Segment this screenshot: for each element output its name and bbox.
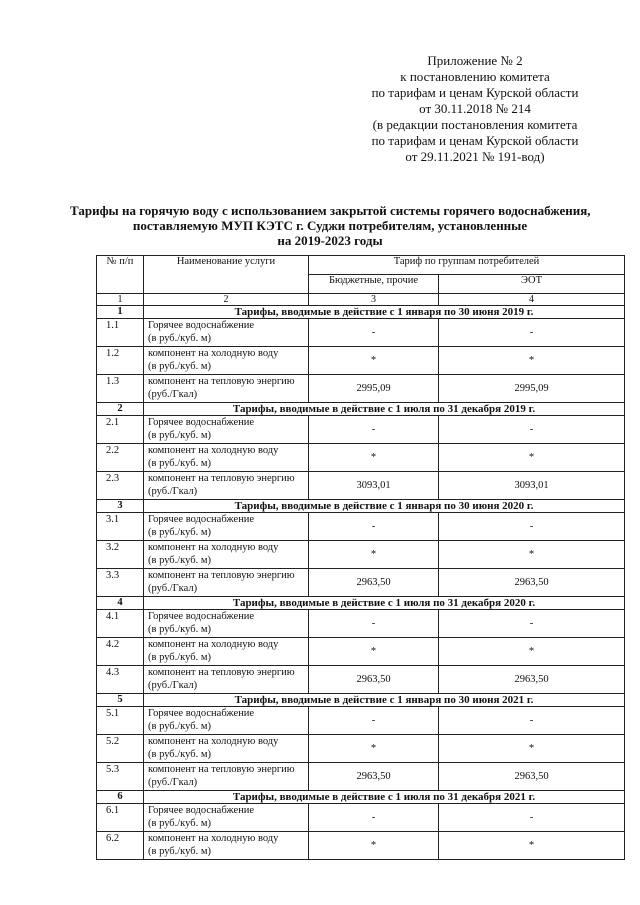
eot-value: 2995,09	[439, 375, 625, 403]
service-name	[144, 416, 309, 444]
table-row	[97, 416, 625, 444]
service-name	[144, 610, 309, 638]
budget-value: *	[309, 735, 439, 763]
service-unit-line: (в руб./куб. м)	[148, 458, 211, 469]
budget-value: 3093,01	[309, 472, 439, 500]
header-service: Наименование услуги	[144, 256, 309, 294]
budget-value: -	[309, 513, 439, 541]
appendix-line: от 30.11.2018 № 214	[419, 101, 531, 116]
period-title: Тарифы, вводимые в действие с 1 июля по 31 декабря 2021 г.	[144, 791, 625, 804]
service-name	[144, 375, 309, 403]
budget-value: -	[309, 416, 439, 444]
item-number: 2.2	[97, 444, 144, 472]
budget-value: 2963,50	[309, 666, 439, 694]
period-row	[97, 694, 625, 707]
appendix-line: (в редакции постановления комитета	[372, 117, 578, 132]
item-number: 4.1	[97, 610, 144, 638]
budget-value: *	[309, 638, 439, 666]
service-unit-line: (в руб./куб. м)	[148, 721, 211, 732]
service-name-line: компонент на холодную воду	[148, 445, 279, 456]
budget-value: *	[309, 541, 439, 569]
eot-value: 2963,50	[439, 569, 625, 597]
period-number: 1	[97, 306, 144, 319]
header-num: № п/п	[97, 256, 144, 294]
period-title: Тарифы, вводимые в действие с 1 июля по 31 декабря 2020 г.	[144, 597, 625, 610]
table-row	[97, 569, 625, 597]
budget-value: -	[309, 610, 439, 638]
eot-value: *	[439, 444, 625, 472]
service-name	[144, 513, 309, 541]
period-number: 2	[97, 403, 144, 416]
eot-value: -	[439, 707, 625, 735]
budget-value: *	[309, 347, 439, 375]
table-row	[97, 610, 625, 638]
table-row	[97, 763, 625, 791]
service-name	[144, 735, 309, 763]
service-unit-line: (в руб./куб. м)	[148, 749, 211, 760]
period-row	[97, 500, 625, 513]
eot-value: *	[439, 347, 625, 375]
service-name-line: компонент на тепловую энергию	[148, 570, 295, 581]
eot-value: *	[439, 735, 625, 763]
appendix-line: по тарифам и ценам Курской области	[371, 133, 579, 148]
service-unit-line: (руб./Гкал)	[148, 583, 198, 594]
item-number: 6.1	[97, 804, 144, 832]
table-row	[97, 472, 625, 500]
table-row	[97, 347, 625, 375]
title-line: поставляемую МУП КЭТС г. Суджи потребителям, установленные	[132, 218, 528, 233]
item-number: 1.3	[97, 375, 144, 403]
eot-value: 3093,01	[439, 472, 625, 500]
item-number: 2.1	[97, 416, 144, 444]
table-row	[97, 666, 625, 694]
eot-value: -	[439, 416, 625, 444]
appendix-line: от 29.11.2021 № 191-вод)	[405, 149, 545, 164]
eot-value: -	[439, 319, 625, 347]
service-name-line: Горячее водоснабжение	[148, 805, 255, 816]
item-number: 3.3	[97, 569, 144, 597]
item-number: 1.1	[97, 319, 144, 347]
service-name	[144, 444, 309, 472]
period-row	[97, 306, 625, 319]
document-title	[70, 203, 590, 248]
service-unit-line: (в руб./куб. м)	[148, 624, 211, 635]
budget-value: *	[309, 444, 439, 472]
service-name	[144, 707, 309, 735]
table-row	[97, 541, 625, 569]
item-number: 5.3	[97, 763, 144, 791]
service-name	[144, 472, 309, 500]
table-row	[97, 638, 625, 666]
budget-value: -	[309, 319, 439, 347]
period-number: 3	[97, 500, 144, 513]
title-line: на 2019-2023 годы	[277, 233, 383, 248]
budget-value: -	[309, 707, 439, 735]
item-number: 3.2	[97, 541, 144, 569]
service-unit-line: (в руб./куб. м)	[148, 818, 211, 829]
eot-value: *	[439, 541, 625, 569]
period-row	[97, 597, 625, 610]
header-group: Тариф по группам потребителей	[309, 256, 625, 275]
table-row	[97, 444, 625, 472]
appendix-line: к постановлению комитета	[400, 69, 550, 84]
period-title: Тарифы, вводимые в действие с 1 января по 30 июня 2021 г.	[144, 694, 625, 707]
eot-value: *	[439, 638, 625, 666]
item-number: 1.2	[97, 347, 144, 375]
period-number: 5	[97, 694, 144, 707]
item-number: 5.2	[97, 735, 144, 763]
service-unit-line: (в руб./куб. м)	[148, 333, 211, 344]
budget-value: 2963,50	[309, 569, 439, 597]
service-name-line: компонент на холодную воду	[148, 542, 279, 553]
budget-value: *	[309, 832, 439, 860]
service-unit-line: (в руб./куб. м)	[148, 527, 211, 538]
period-row	[97, 403, 625, 416]
service-name-line: компонент на тепловую энергию	[148, 667, 295, 678]
service-name	[144, 569, 309, 597]
title-line: Тарифы на горячую воду с использованием закрытой системы горячего водоснабжения,	[70, 203, 591, 218]
service-unit-line: (руб./Гкал)	[148, 389, 198, 400]
service-name-line: компонент на холодную воду	[148, 833, 279, 844]
eot-value: -	[439, 513, 625, 541]
service-name	[144, 347, 309, 375]
service-name	[144, 666, 309, 694]
eot-value: -	[439, 610, 625, 638]
service-name-line: Горячее водоснабжение	[148, 417, 255, 428]
service-unit-line: (в руб./куб. м)	[148, 652, 211, 663]
service-name	[144, 638, 309, 666]
budget-value: -	[309, 804, 439, 832]
period-title: Тарифы, вводимые в действие с 1 января по 30 июня 2020 г.	[144, 500, 625, 513]
appendix-line: Приложение № 2	[427, 53, 523, 68]
item-number: 6.2	[97, 832, 144, 860]
service-unit-line: (в руб./куб. м)	[148, 846, 211, 857]
table-row	[97, 804, 625, 832]
table-row	[97, 735, 625, 763]
table-row	[97, 513, 625, 541]
service-name-line: компонент на тепловую энергию	[148, 473, 295, 484]
table-row	[97, 319, 625, 347]
col-number: 3	[309, 294, 439, 306]
period-number: 6	[97, 791, 144, 804]
service-unit-line: (руб./Гкал)	[148, 680, 198, 691]
item-number: 4.2	[97, 638, 144, 666]
service-name-line: Горячее водоснабжение	[148, 708, 255, 719]
service-name-line: компонент на холодную воду	[148, 639, 279, 650]
header-budget: Бюджетные, прочие	[309, 275, 439, 294]
col-number: 2	[144, 294, 309, 306]
service-name	[144, 832, 309, 860]
service-name-line: компонент на тепловую энергию	[148, 376, 295, 387]
service-name	[144, 763, 309, 791]
period-title: Тарифы, вводимые в действие с 1 января по 30 июня 2019 г.	[144, 306, 625, 319]
header-eot: ЭОТ	[439, 275, 625, 294]
service-name-line: компонент на холодную воду	[148, 348, 279, 359]
service-name-line: Горячее водоснабжение	[148, 320, 255, 331]
item-number: 2.3	[97, 472, 144, 500]
table-row	[97, 707, 625, 735]
item-number: 5.1	[97, 707, 144, 735]
appendix-note	[330, 53, 620, 165]
eot-value: 2963,50	[439, 763, 625, 791]
appendix-line: по тарифам и ценам Курской области	[371, 85, 579, 100]
period-title: Тарифы, вводимые в действие с 1 июля по 31 декабря 2019 г.	[144, 403, 625, 416]
service-name-line: компонент на холодную воду	[148, 736, 279, 747]
service-unit-line: (в руб./куб. м)	[148, 430, 211, 441]
item-number: 3.1	[97, 513, 144, 541]
service-name	[144, 541, 309, 569]
table-row	[97, 375, 625, 403]
tariff-table	[96, 255, 625, 860]
budget-value: 2995,09	[309, 375, 439, 403]
service-name-line: компонент на тепловую энергию	[148, 764, 295, 775]
eot-value: 2963,50	[439, 666, 625, 694]
col-number: 4	[439, 294, 625, 306]
service-name	[144, 319, 309, 347]
eot-value: *	[439, 832, 625, 860]
budget-value: 2963,50	[309, 763, 439, 791]
service-unit-line: (руб./Гкал)	[148, 486, 198, 497]
service-unit-line: (в руб./куб. м)	[148, 555, 211, 566]
table-row	[97, 832, 625, 860]
item-number: 4.3	[97, 666, 144, 694]
service-unit-line: (в руб./куб. м)	[148, 361, 211, 372]
service-name-line: Горячее водоснабжение	[148, 514, 255, 525]
col-number: 1	[97, 294, 144, 306]
eot-value: -	[439, 804, 625, 832]
service-name	[144, 804, 309, 832]
service-name-line: Горячее водоснабжение	[148, 611, 255, 622]
period-row	[97, 791, 625, 804]
service-unit-line: (руб./Гкал)	[148, 777, 198, 788]
period-number: 4	[97, 597, 144, 610]
